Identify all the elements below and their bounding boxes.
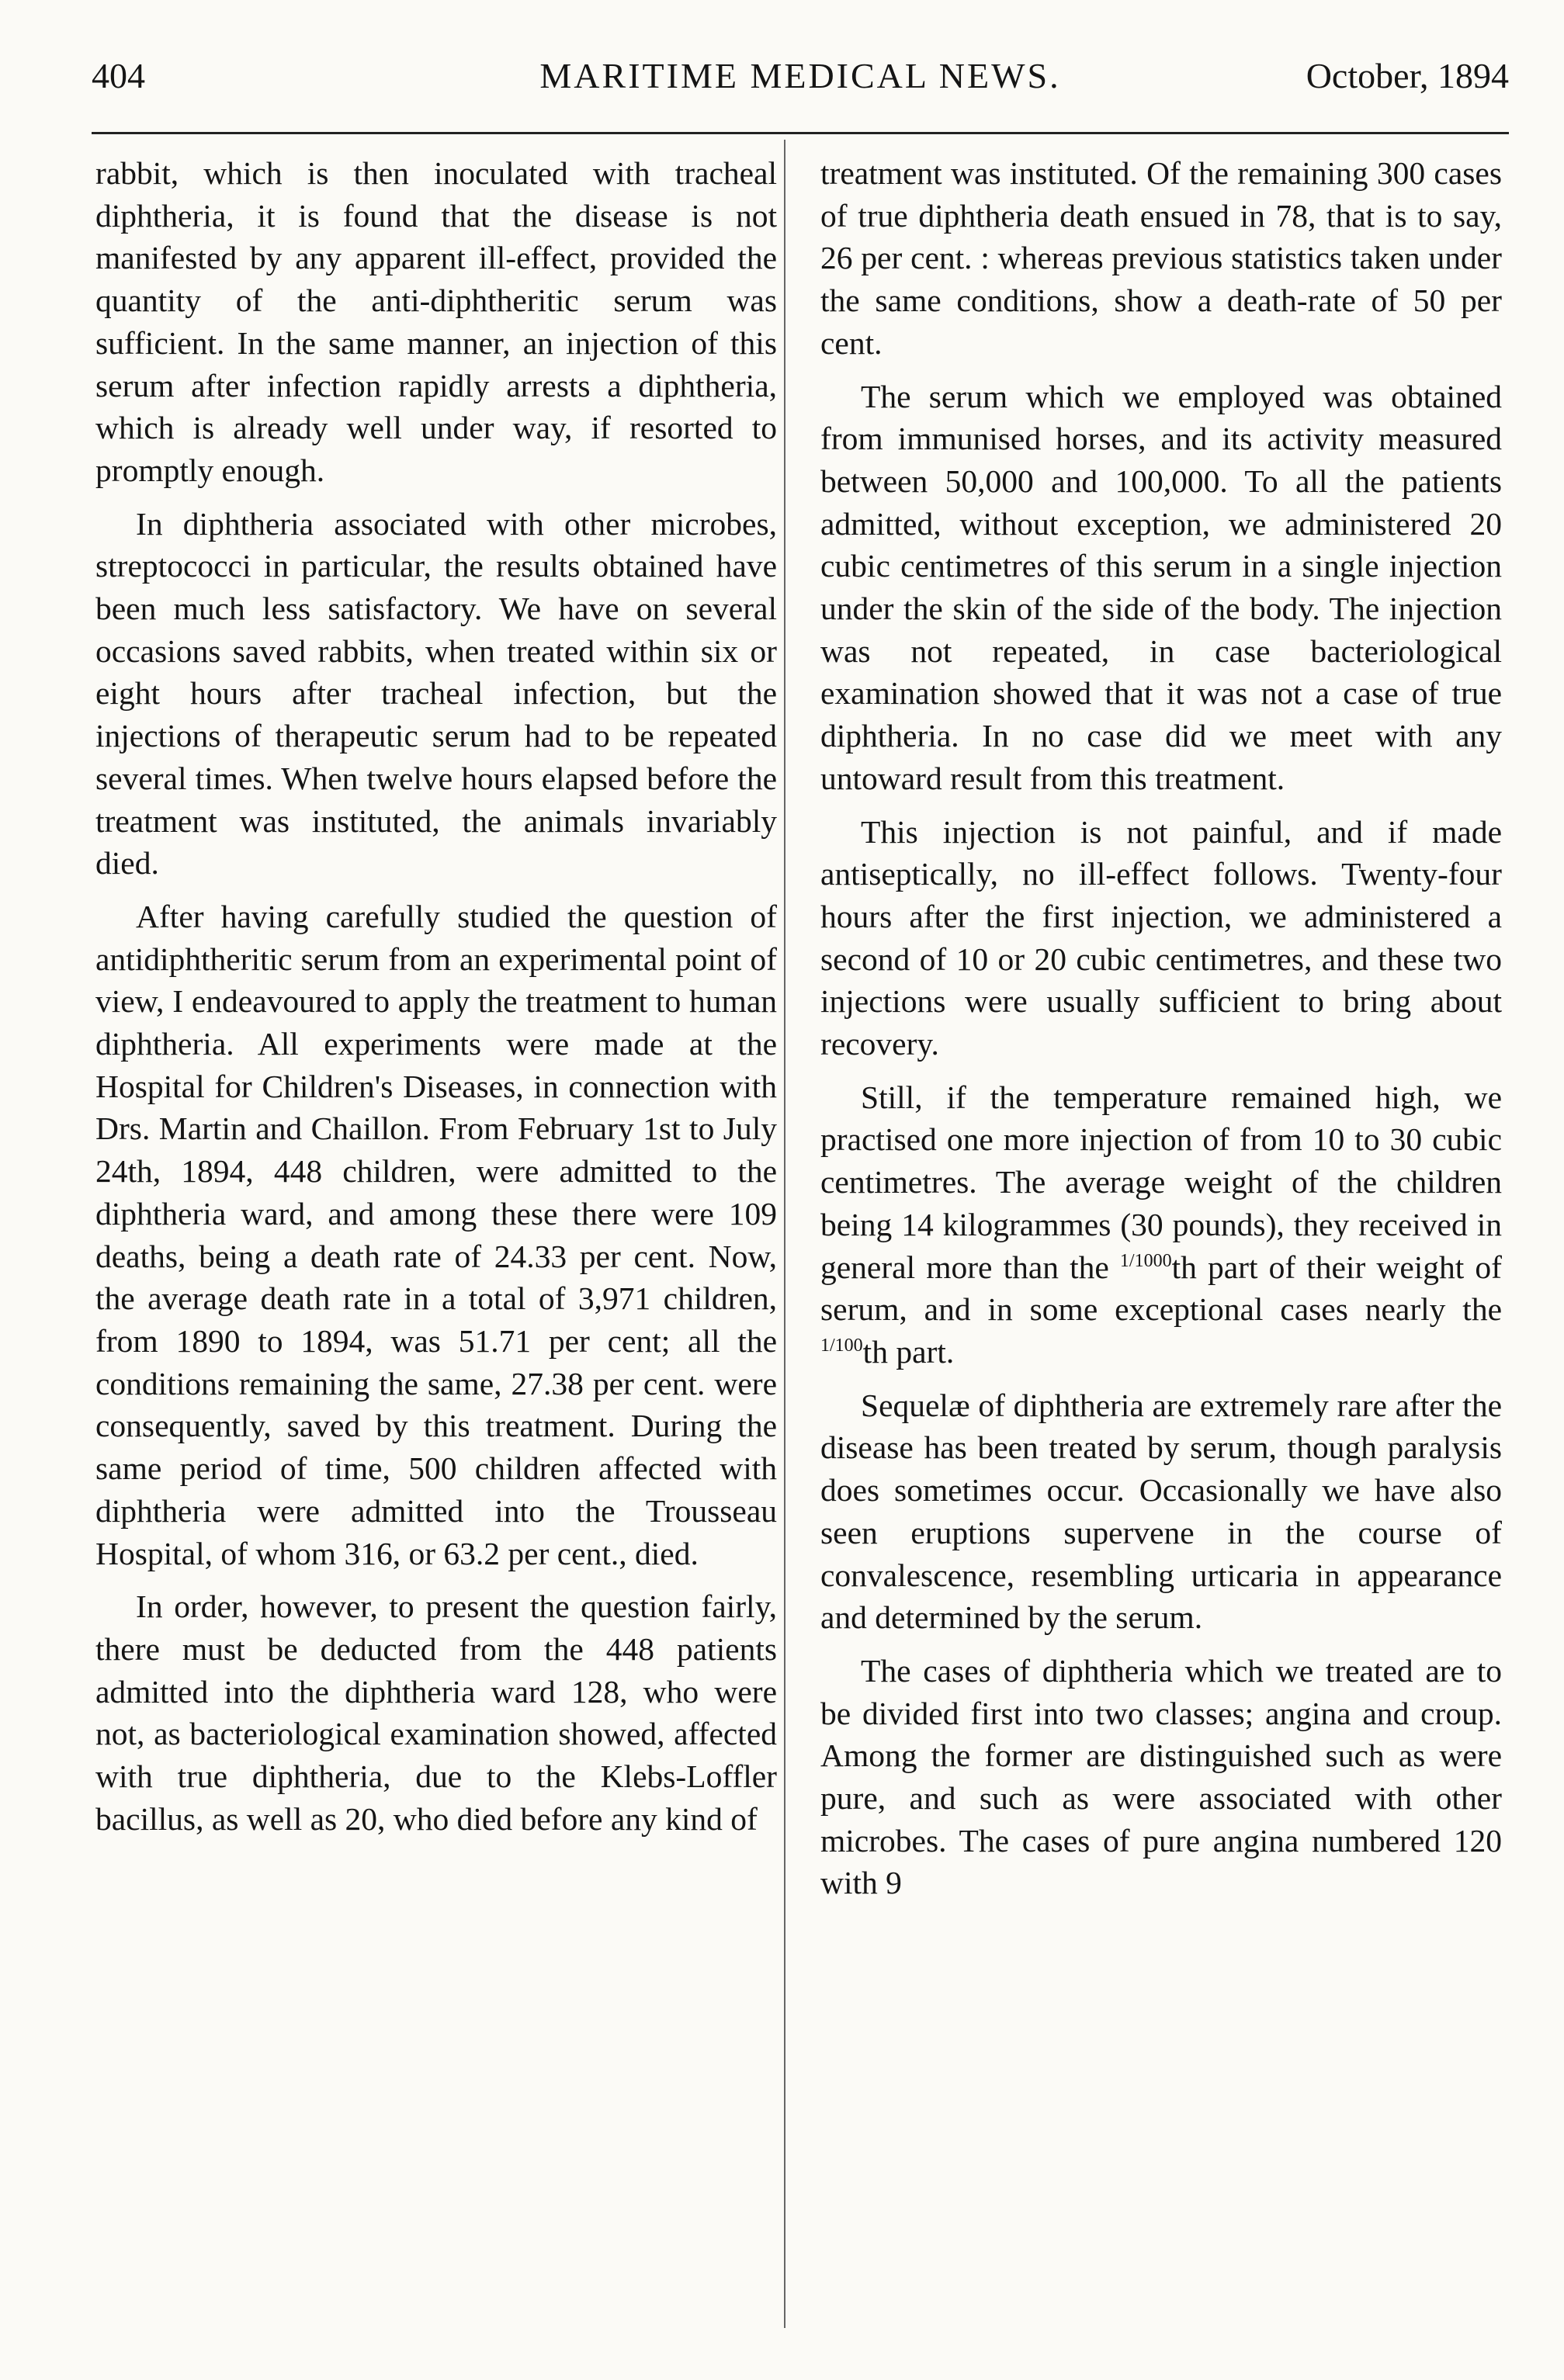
left-paragraph-1: rabbit, which is then inoculated with tracheal diphtheria, it is found that the disease is not manifested by any apparent ill-effect, provided the quantity of the anti-diphtheritic serum was sufficient. In the same manner, an injection of this serum after infection rapidly arrests a diphtheria, which is already well under way, if resorted to promptly enough. [95, 155, 777, 488]
right-paragraph-3: This injection is not painful, and if made antiseptically, no ill-effect follows. Twenty-four hours after the first injection, we administered a second of 10 or 20 cubic centimetres, and these two injections were usually sufficient to bring about recovery. [820, 813, 1502, 1062]
right-paragraph-6: The cases of diphtheria which we treated are to be divided first into two classes; angina and croup. Among the former are distinguished such as were pure, and such as were associated with other microbes. The cases of pure angina numbered 120 with 9 [820, 1652, 1502, 1901]
weight-paragraph-text-end: th part. [862, 1333, 955, 1370]
right-paragraph-5: Sequelæ of diphtheria are extremely rare after the disease has been treated by serum, though paralysis does sometimes occur. Occasionally we have also seen eruptions supervene in the course of convalescence, resembling urticaria in appearance and determined by the serum. [820, 1387, 1502, 1636]
left-column [95, 152, 777, 1851]
page-number: 404 [92, 56, 145, 95]
left-paragraph-4: In order, however, to present the question fairly, there must be deducted from the 448 patients admitted into the diphtheria ward 128, who were not, as bacteriological examination showed, affected with true diphtheria, due to the Klebs-Loffler bacillus, as well as 20, who died before any kind of [95, 1588, 777, 1837]
right-paragraph-1: treatment was instituted. Of the remaining 300 cases of true diphtheria death ensued in 78, that is to say, 26 per cent. : whereas previous statistics taken under the same conditions, show a death-rate of 50 per cent. [820, 155, 1502, 361]
column-divider [784, 140, 785, 2328]
issue-date: October, 1894 [1306, 56, 1509, 95]
right-paragraph-4 [820, 1076, 1502, 1374]
journal-title: MARITIME MEDICAL NEWS. [539, 56, 1061, 95]
weight-paragraph-text-start: Still, if the temperature remained high, we practised one more injection of from 10 to 30 cubic centimetres. The average weight of the children being 14 kilogrammes (30 pounds), they received in general more than the [820, 1079, 1502, 1285]
header-rule [92, 132, 1509, 134]
left-paragraph-2: In diphtheria associated with other microbes, streptococci in particular, the results obtained have been much less satisfactory. We have on several occasions saved rabbits, when treated within six or eight hours after tracheal infection, but the injections of therapeutic serum had to be repeated several times. When twelve hours elapsed before the treatment was instituted, the animals invariably died. [95, 505, 777, 882]
first-weight-fraction: 1/1000 [1119, 1250, 1172, 1271]
right-column [820, 152, 1502, 1915]
second-weight-fraction: 1/100 [820, 1336, 863, 1356]
weight-paragraph-text-middle: th part of their weight of serum, and in some exceptional cases nearly the [820, 1249, 1502, 1328]
page-header [92, 45, 1509, 107]
left-paragraph-3: After having carefully studied the question of antidiphtheritic serum from an experimental point of view, I endeavoured to apply the treatment to human diphtheria. All experiments were made at the Hospital for Children's Diseases, in connection with Drs. Martin and Chaillon. From February 1st to July 24th, 1894, 448 children, were admitted to the diphtheria ward, and among these there were 109 deaths, being a death rate of 24.33 per cent. Now, the average death rate in a total of 3,971 children, from 1890 to 1894, was 51.71 per cent; all the conditions remaining the same, 27.38 per cent. were consequently, saved by this treatment. During the same period of time, 500 children affected with diphtheria were admitted into the Trousseau Hospital, of whom 316, or 63.2 per cent., died. [95, 898, 777, 1571]
right-paragraph-2: The serum which we employed was obtained from immunised horses, and its activity measured between 50,000 and 100,000. To all the patients admitted, without exception, we administered 20 cubic centimetres of this serum in a single injection under the skin of the side of the body. The injection was not repeated, in case bacteriological examination showed that it was not a case of true diphtheria. In no case did we meet with any untoward result from this treatment. [820, 378, 1502, 796]
